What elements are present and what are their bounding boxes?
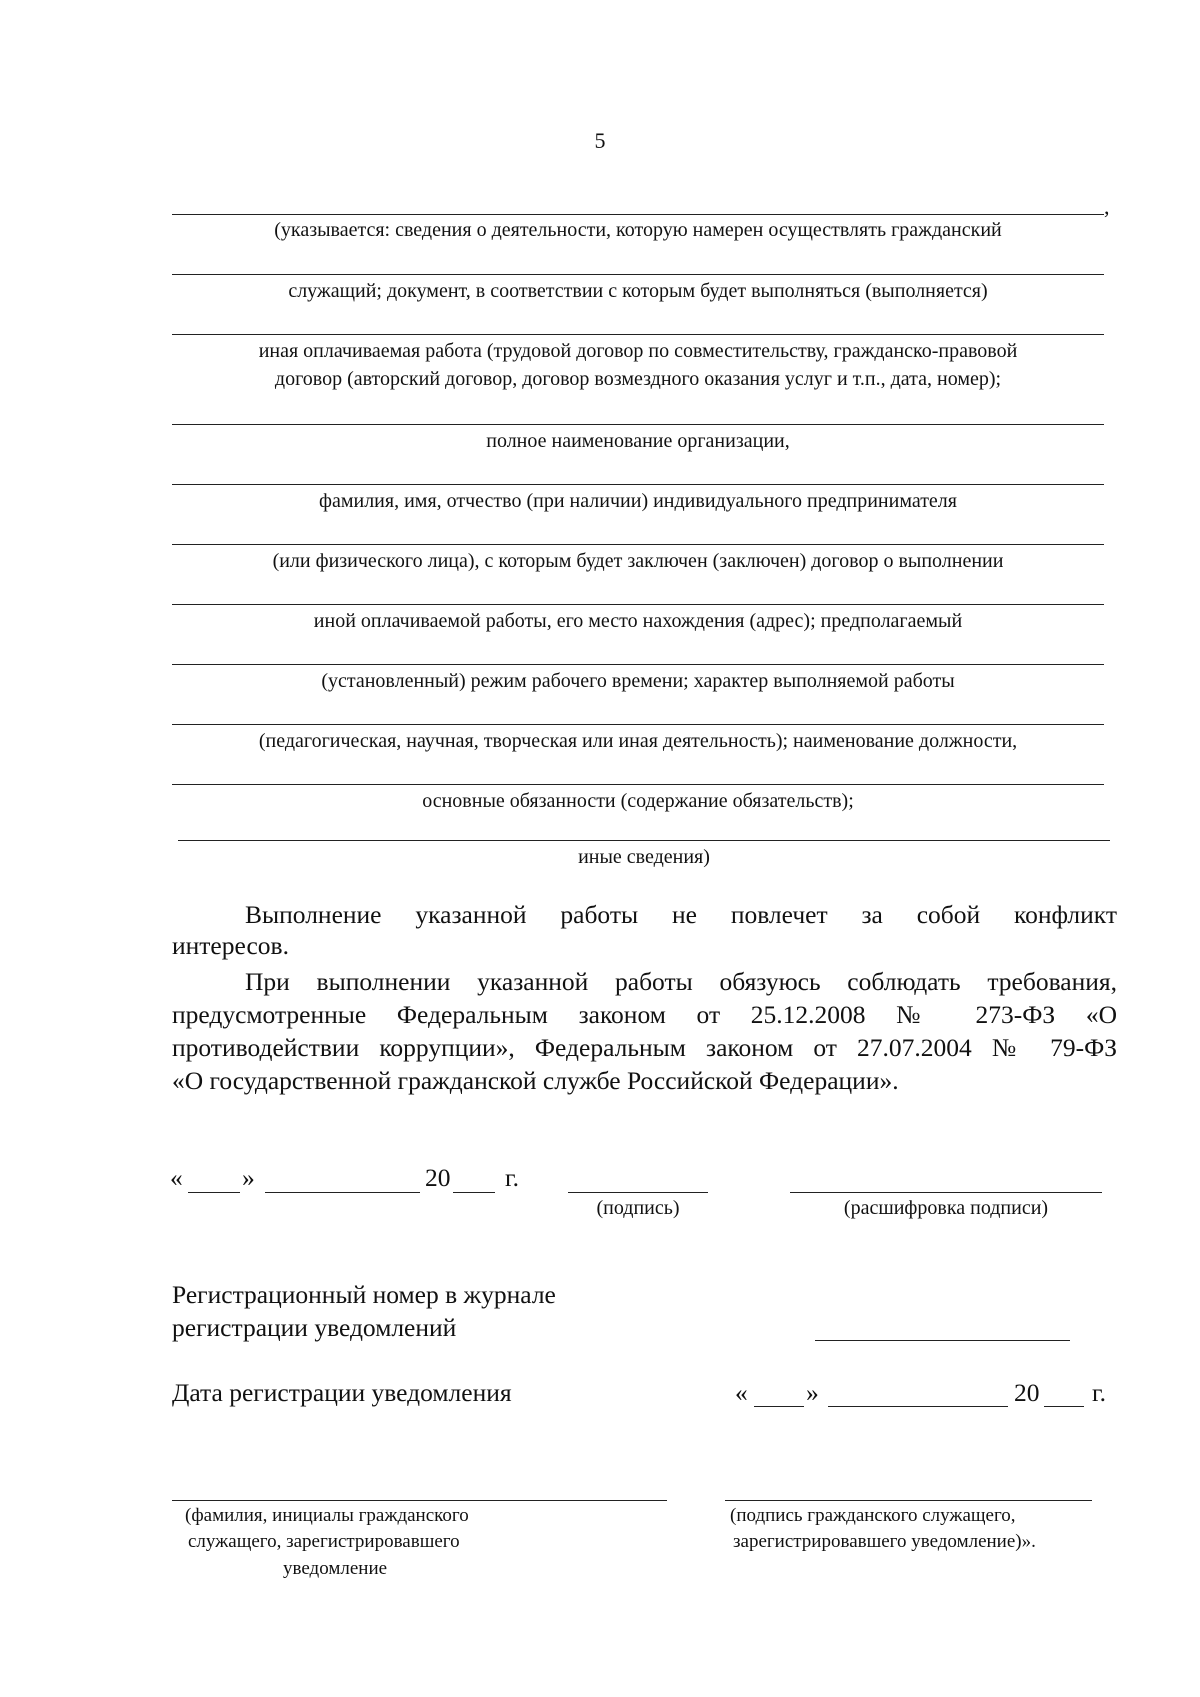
caption-line-10: (педагогическая, научная, творческая или иная деятельность); наименование должности,	[258, 730, 1018, 752]
form-line-1	[172, 214, 1104, 215]
caption-line-6: фамилия, имя, отчество (при наличии) индивидуального предпринимателя	[319, 490, 957, 512]
caption-line-11: основные обязанности (содержание обязательств);	[422, 790, 854, 812]
registrar-name-caption-line-3: уведомление	[283, 1558, 388, 1579]
date-year-field[interactable]	[453, 1192, 495, 1193]
reg-date-year-suffix: г.	[1092, 1378, 1106, 1407]
reg-date-year-field[interactable]	[1044, 1406, 1084, 1407]
registrar-name-caption-line-1: (фамилия, инициалы гражданского	[185, 1505, 469, 1526]
registration-number-field[interactable]	[815, 1340, 1070, 1341]
caption-line-8: иной оплачиваемой работы, его место нахождения (адрес); предполагаемый	[313, 610, 963, 632]
date-quote-close: »	[242, 1163, 255, 1192]
registration-number-label-line-1: Регистрационный номер в журнале	[172, 1280, 556, 1309]
caption-line-9: (установленный) режим рабочего времени; характер выполняемой работы	[321, 670, 955, 692]
form-line-4	[172, 424, 1104, 425]
trailing-comma: ,	[1104, 194, 1110, 219]
registration-date-label: Дата регистрации уведомления	[172, 1378, 512, 1407]
paragraph-2-line-4: «О государственной гражданской службе Российской Федерации».	[172, 1066, 899, 1095]
paragraph-1-line-1: Выполнение указанной работы не повлечет за собой конфликт	[245, 900, 1117, 929]
reg-date-quote-open: «	[735, 1378, 748, 1407]
form-line-7	[172, 604, 1104, 605]
form-line-2	[172, 274, 1104, 275]
registration-number-label-line-2: регистрации уведомлений	[172, 1313, 457, 1342]
reg-date-month-field[interactable]	[828, 1406, 1008, 1407]
caption-line-12: иные сведения)	[578, 846, 710, 868]
signature-caption: (подпись)	[596, 1197, 680, 1219]
form-line-3	[172, 334, 1104, 335]
paragraph-2-line-3: противодействии коррупции», Федеральным законом от 27.07.2004 № 79-ФЗ	[172, 1033, 1117, 1062]
paragraph-2-line-1: При выполнении указанной работы обязуюсь соблюдать требования,	[245, 967, 1117, 996]
date-year-prefix: 20	[425, 1163, 451, 1192]
caption-line-5: полное наименование организации,	[486, 430, 790, 452]
form-line-10	[172, 784, 1104, 785]
form-line-9	[172, 724, 1104, 725]
registrar-signature-caption-line-2: зарегистрировавшего уведомление)».	[733, 1531, 1036, 1552]
date-year-suffix: г.	[505, 1163, 519, 1192]
registrar-signature-field[interactable]	[725, 1500, 1092, 1501]
form-line-6	[172, 544, 1104, 545]
form-line-5	[172, 484, 1104, 485]
reg-date-quote-close: »	[806, 1378, 819, 1407]
caption-line-1: (указывается: сведения о деятельности, которую намерен осуществлять гражданский	[274, 219, 1002, 241]
signature-decoding-caption: (расшифровка подписи)	[843, 1197, 1049, 1219]
date-day-field[interactable]	[188, 1192, 240, 1193]
signature-field[interactable]	[568, 1192, 708, 1193]
registrar-signature-caption-line-1: (подпись гражданского служащего,	[730, 1505, 1016, 1526]
signature-decoding-field[interactable]	[790, 1192, 1102, 1193]
registrar-name-field[interactable]	[172, 1500, 667, 1501]
date-month-field[interactable]	[265, 1192, 420, 1193]
paragraph-2-line-2: предусмотренные Федеральным законом от 25.12.2008 № 273-ФЗ «О	[172, 1000, 1117, 1029]
paragraph-1-line-2: интересов.	[172, 931, 289, 960]
reg-date-year-prefix: 20	[1014, 1378, 1040, 1407]
reg-date-day-field[interactable]	[754, 1406, 804, 1407]
caption-line-7: (или физического лица), с которым будет заключен (заключен) договор о выполнении	[272, 550, 1004, 572]
form-line-8	[172, 664, 1104, 665]
page-number: 5	[594, 128, 606, 153]
caption-line-3: иная оплачиваемая работа (трудовой договор по совместительству, гражданско-правовой	[258, 340, 1018, 362]
caption-line-2: служащий; документ, в соответствии с которым будет выполняться (выполняется)	[288, 280, 988, 302]
date-quote-open: «	[170, 1163, 183, 1192]
caption-line-4: договор (авторский договор, договор возмездного оказания услуг и т.п., дата, номер);	[274, 368, 1002, 390]
registrar-name-caption-line-2: служащего, зарегистрировавшего	[188, 1531, 460, 1552]
form-line-11	[178, 840, 1110, 841]
